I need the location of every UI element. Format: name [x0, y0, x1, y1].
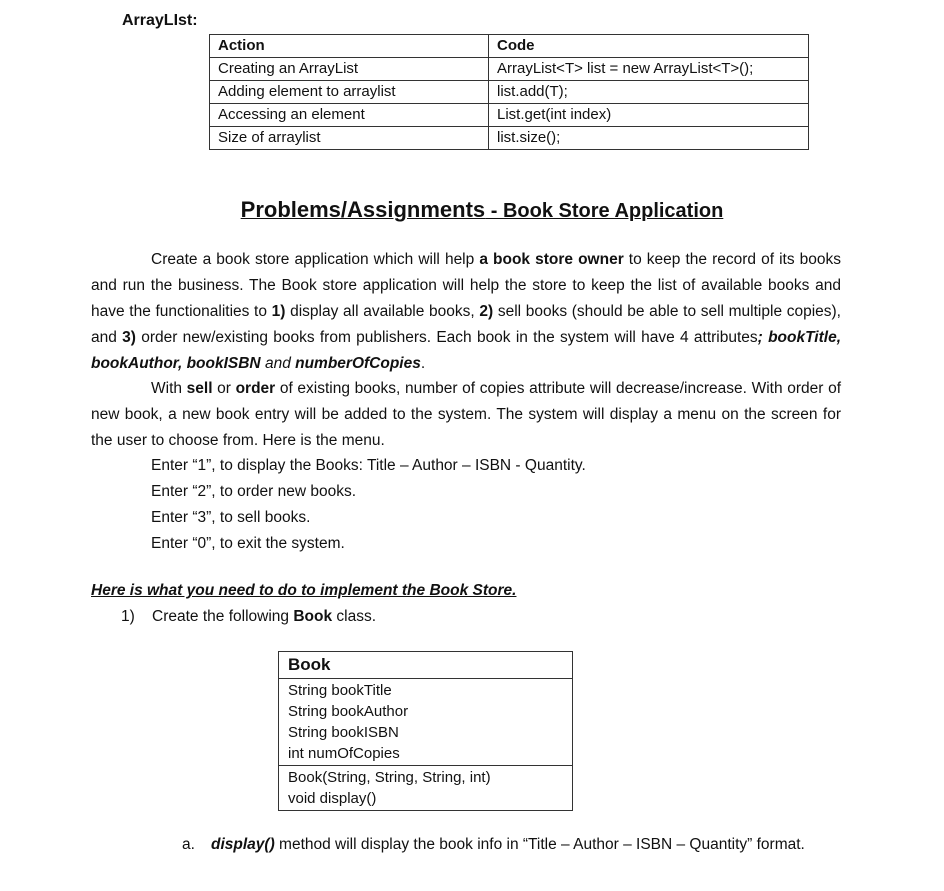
note-letter: a. [182, 836, 195, 853]
note-a [182, 832, 842, 858]
text-run: sell books (should be able to sell multiple copies), and [91, 303, 841, 346]
table-header-row [210, 35, 809, 58]
attributes-list: ; bookTitle, bookAuthor, bookISBN [91, 329, 841, 372]
code-cell: List.get(int index) [489, 104, 809, 127]
table-row [210, 104, 809, 127]
code-cell: list.size(); [489, 127, 809, 150]
text-run: Create the following [152, 608, 294, 625]
table-row [210, 81, 809, 104]
text-run: Create a book store application which will help [151, 251, 480, 268]
class-name-inline: Book [293, 608, 333, 625]
title-sub: - Book Store Application [485, 200, 724, 222]
number-3: 3) [122, 329, 136, 346]
number-1: 1) [271, 303, 286, 320]
menu-option-3: Enter “3”, to sell books. [151, 509, 311, 526]
book-class-diagram [278, 651, 573, 811]
sell-keyword: sell [186, 380, 213, 397]
class-name: Book [288, 655, 331, 674]
text-run: order new/existing books from publishers. Each book in the system will have 4 attributes [135, 329, 758, 346]
method: void display() [288, 790, 377, 807]
text-run: class. [332, 608, 377, 625]
attribute-copies: numberOfCopies [295, 355, 421, 372]
code-cell: list.add(T); [489, 81, 809, 104]
header-action: Action [210, 35, 489, 58]
section-heading: ArrayLIst: [122, 12, 198, 29]
attribute: String bookAuthor [288, 703, 409, 720]
menu-option-2: Enter “2”, to order new books. [151, 483, 357, 500]
text-run: and [260, 355, 296, 372]
code-cell: ArrayList<T> list = new ArrayList<T>(); [489, 58, 809, 81]
class-methods [279, 765, 572, 810]
header-code: Code [489, 35, 809, 58]
action-cell: Size of arraylist [210, 127, 489, 150]
text-run: of existing books, number of copies attribute will decrease/increase. With order of new book, a new book entry will be added to the system. The system will display a menu on the screen for the user to choose from. Here is the menu. [91, 380, 841, 449]
menu-option-0: Enter “0”, to exit the system. [151, 535, 345, 552]
action-cell: Creating an ArrayList [210, 58, 489, 81]
attribute: String bookTitle [288, 682, 392, 699]
text-run: display all available books, [285, 303, 480, 320]
step-number: 1) [121, 608, 135, 625]
title-main: Problems/Assignments [240, 197, 486, 222]
attribute: int numOfCopies [288, 745, 400, 762]
menu-option-1: Enter “1”, to display the Books: Title – Author – ISBN - Quantity. [151, 457, 586, 474]
table-row [210, 127, 809, 150]
attribute: String bookISBN [288, 724, 399, 741]
action-cell: Accessing an element [210, 104, 489, 127]
text-run: to keep the record of its books and run the business. The Book store application will help the store to keep the list of available books and have the functionalities to [91, 251, 842, 320]
page-title [0, 197, 944, 223]
order-keyword: order [235, 380, 276, 397]
text-run-bold: a book store owner [479, 251, 624, 268]
class-attributes [279, 678, 572, 765]
arraylist-table [209, 34, 809, 150]
method: Book(String, String, String, int) [288, 769, 491, 786]
intro-paragraph [91, 247, 841, 377]
number-2: 2) [479, 303, 494, 320]
sell-order-paragraph [91, 376, 841, 454]
table-row [210, 58, 809, 81]
step-1 [121, 608, 376, 626]
text-run: . [420, 355, 426, 372]
text-run: or [212, 380, 236, 397]
implement-heading: Here is what you need to do to implement the Book Store. [91, 582, 517, 599]
text-run: method will display the book info in “Title – Author – ISBN – Quantity” format. [274, 836, 805, 853]
text-run: With [151, 380, 187, 397]
method-name: display() [211, 836, 275, 853]
action-cell: Adding element to arraylist [210, 81, 489, 104]
